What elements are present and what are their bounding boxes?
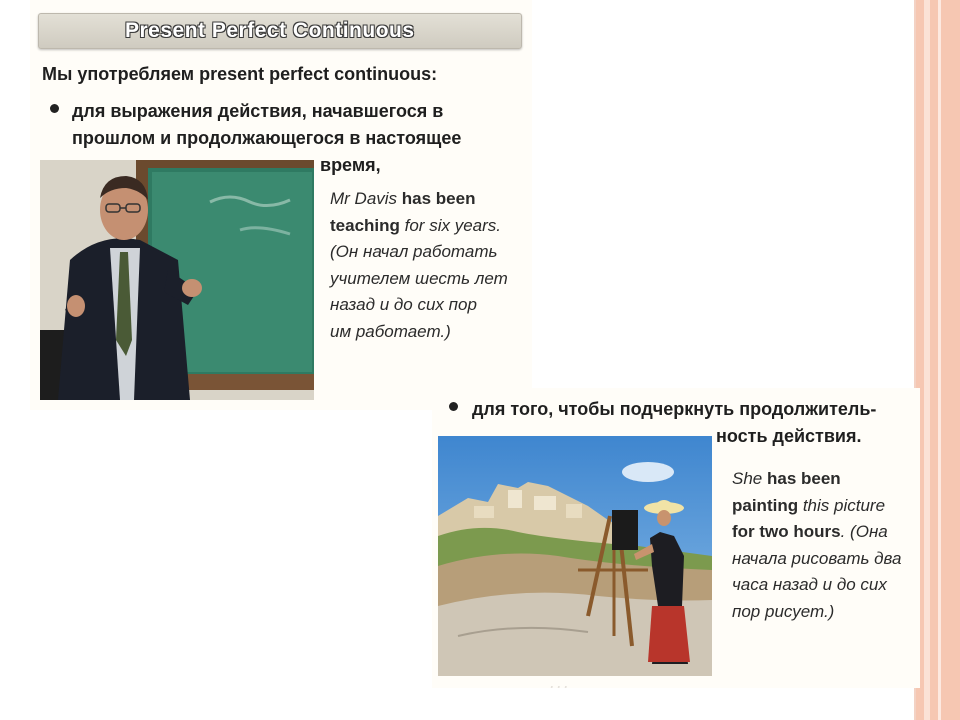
example-2-pre: She (732, 469, 767, 488)
example-2 (732, 466, 932, 625)
example-2-translation-2: часа назад и до сих (732, 575, 887, 594)
example-1-translation-1: (Он начал работать (330, 242, 498, 261)
example-2-bold-1: has been (766, 469, 841, 488)
bullet-2-line-2: ность действия. (716, 426, 862, 446)
example-2-post: . (Она (840, 522, 888, 541)
bullet-1-line-1: для выражения действия, начавшегося в (72, 101, 444, 121)
example-1-post: for six years. (399, 215, 501, 235)
bullet-1-line-2: прошлом и продолжающегося в настоящее (72, 128, 462, 148)
example-1-bold-1: has been (401, 189, 476, 208)
bullet-dot-1 (50, 104, 59, 113)
example-1 (330, 186, 530, 345)
teacher-photo (40, 160, 314, 400)
example-2-bold-3: for two hours (732, 522, 841, 541)
bullet-2-line-1: для того, чтобы подчеркнуть продолжитель- (472, 399, 877, 419)
example-2-translation-3: пор рисует.) (732, 601, 835, 621)
watermark: ... (550, 672, 572, 692)
intro-text: Мы употребляем present perfect continuous: (42, 64, 438, 84)
example-1-translation-4: им работает.) (330, 321, 451, 341)
example-1-translation-2: учителем шесть лет (330, 268, 508, 288)
example-1-pre: Mr Davis (330, 189, 402, 208)
bullet-1-line-3: время, (320, 155, 381, 175)
example-2-translation-1: начала рисовать два (732, 548, 902, 568)
example-2-bold-2: painting (732, 495, 799, 515)
page-title: Present Perfect Continuous (125, 19, 415, 42)
example-1-translation-3: назад и до сих пор (330, 295, 477, 314)
painter-photo (438, 436, 712, 676)
example-1-bold-2: teaching (330, 215, 400, 235)
title-bar (38, 13, 522, 49)
example-2-mid: this picture (798, 495, 886, 515)
bullet-dot-2 (449, 402, 458, 411)
